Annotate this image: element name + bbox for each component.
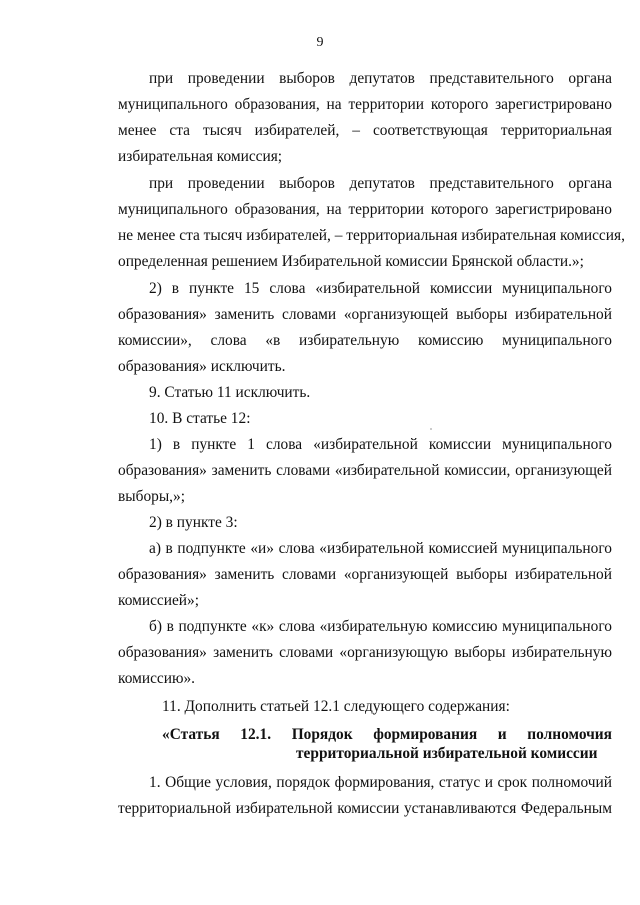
text-line: 2) в пункте 15 слова «избирательной комиссии муниципального [149, 280, 612, 297]
text-line: образования» исключить. [118, 358, 286, 375]
text-line: 9. Статью 11 исключить. [149, 384, 311, 401]
text-line: муниципального образования, на территории которого зарегистрировано [118, 201, 612, 218]
text-line: муниципального образования, на территории которого зарегистрировано [118, 96, 612, 113]
text-line: территориальной избирательной комиссии устанавливаются Федеральным [118, 800, 612, 817]
text-line: образования» заменить словами «избирательной комиссии, организующей [118, 462, 612, 479]
text-line: выборы,»; [118, 488, 185, 505]
text-line: менее ста тысяч избирателей, – соответствующая территориальная [118, 122, 612, 139]
scan-speck [430, 428, 432, 430]
article-heading-line2: территориальной избирательной комиссии [296, 745, 598, 762]
text-line: комиссию». [118, 670, 196, 687]
text-line: при проведении выборов депутатов представительного органа [149, 175, 612, 192]
text-line: 1) в пункте 1 слова «избирательной комиссии муниципального [149, 436, 612, 453]
text-line: комиссии», слова «в избирательную комиссию муниципального [118, 332, 612, 349]
text-line: 1. Общие условия, порядок формирования, статус и срок полномочий [149, 774, 612, 791]
text-line: комиссией»; [118, 592, 200, 609]
text-line: при проведении выборов депутатов представительного органа [149, 70, 612, 87]
text-line: 10. В статье 12: [149, 410, 251, 427]
text-line: образования» заменить словами «организующей выборы избирательной [118, 306, 612, 323]
text-line: 2) в пункте 3: [149, 514, 238, 531]
article-heading-line1: «Статья 12.1. Порядок формирования и полномочия [162, 726, 612, 743]
page-number: 9 [316, 35, 324, 50]
text-line: б) в подпункте «к» слова «избирательную комиссию муниципального [149, 618, 612, 635]
text-line: 11. Дополнить статьей 12.1 следующего содержания: [162, 698, 510, 715]
text-line: не менее ста тысяч избирателей, – территориальная избирательная комиссия, [118, 227, 625, 244]
text-line: а) в подпункте «и» слова «избирательной комиссией муниципального [149, 540, 612, 557]
text-line: образования» заменить словами «организующую выборы избирательную [118, 644, 612, 661]
text-line: образования» заменить словами «организующей выборы избирательной [118, 566, 612, 583]
text-line: избирательная комиссия; [118, 148, 283, 165]
text-line: определенная решением Избирательной комиссии Брянской области.»; [118, 253, 584, 270]
